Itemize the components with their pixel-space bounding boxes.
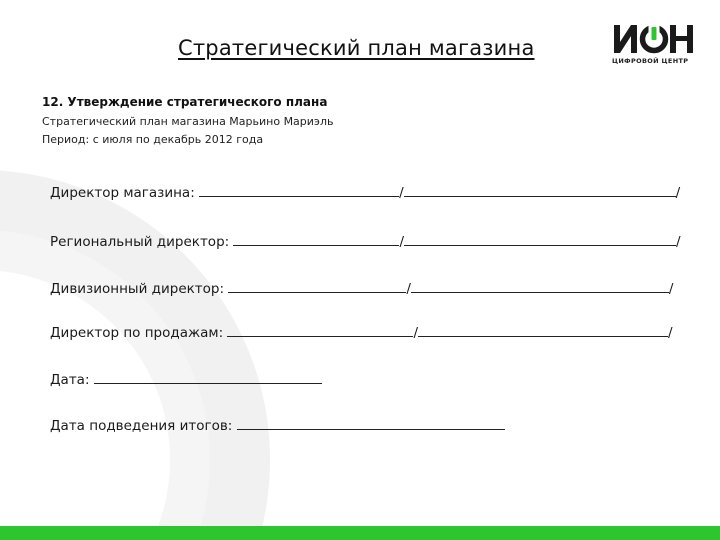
logo-tagline: ЦИФРОВОЙ ЦЕНТР (612, 57, 689, 65)
separator: / (399, 185, 404, 201)
summary-date-field[interactable] (237, 415, 505, 430)
separator: / (399, 234, 405, 250)
logo-wordmark (612, 22, 696, 56)
date-row (50, 369, 322, 388)
regional-director-signature-field[interactable] (404, 231, 676, 246)
sales-director-row (50, 322, 673, 341)
store-director-label: Директор магазина: (50, 185, 195, 201)
store-director-name-field[interactable] (199, 182, 399, 197)
date-label: Дата: (50, 372, 90, 388)
sales-director-name-field[interactable] (227, 322, 413, 337)
divisional-director-signature-field[interactable] (411, 278, 669, 293)
summary-date-row (50, 415, 505, 434)
sales-director-label: Директор по продажам: (50, 325, 224, 341)
period-line: Период: с июля по декабрь 2012 года (42, 133, 264, 146)
separator: / (676, 234, 681, 250)
regional-director-name-field[interactable] (233, 231, 399, 246)
date-field[interactable] (94, 369, 322, 384)
section-heading: 12. Утверждение стратегического плана (42, 95, 328, 109)
company-logo (612, 22, 696, 70)
store-plan-line: Стратегический план магазина Марьино Мариэль (42, 115, 334, 128)
store-director-signature-field[interactable] (404, 182, 676, 197)
separator: / (668, 281, 674, 297)
power-icon (643, 23, 666, 51)
summary-date-label: Дата подведения итогов: (50, 418, 233, 434)
regional-director-row (50, 231, 681, 250)
footer-accent-bar (0, 526, 720, 540)
separator: / (413, 325, 418, 341)
store-director-row (50, 182, 680, 201)
separator: / (406, 281, 411, 297)
regional-director-label: Региональный директор: (50, 234, 230, 250)
sales-director-signature-field[interactable] (418, 322, 668, 337)
separator: / (668, 325, 673, 341)
separator: / (675, 185, 681, 201)
page-title: Стратегический план магазина (178, 36, 535, 60)
divisional-director-label: Дивизионный директор: (50, 281, 225, 297)
divisional-director-name-field[interactable] (228, 278, 406, 293)
divisional-director-row (50, 278, 673, 297)
